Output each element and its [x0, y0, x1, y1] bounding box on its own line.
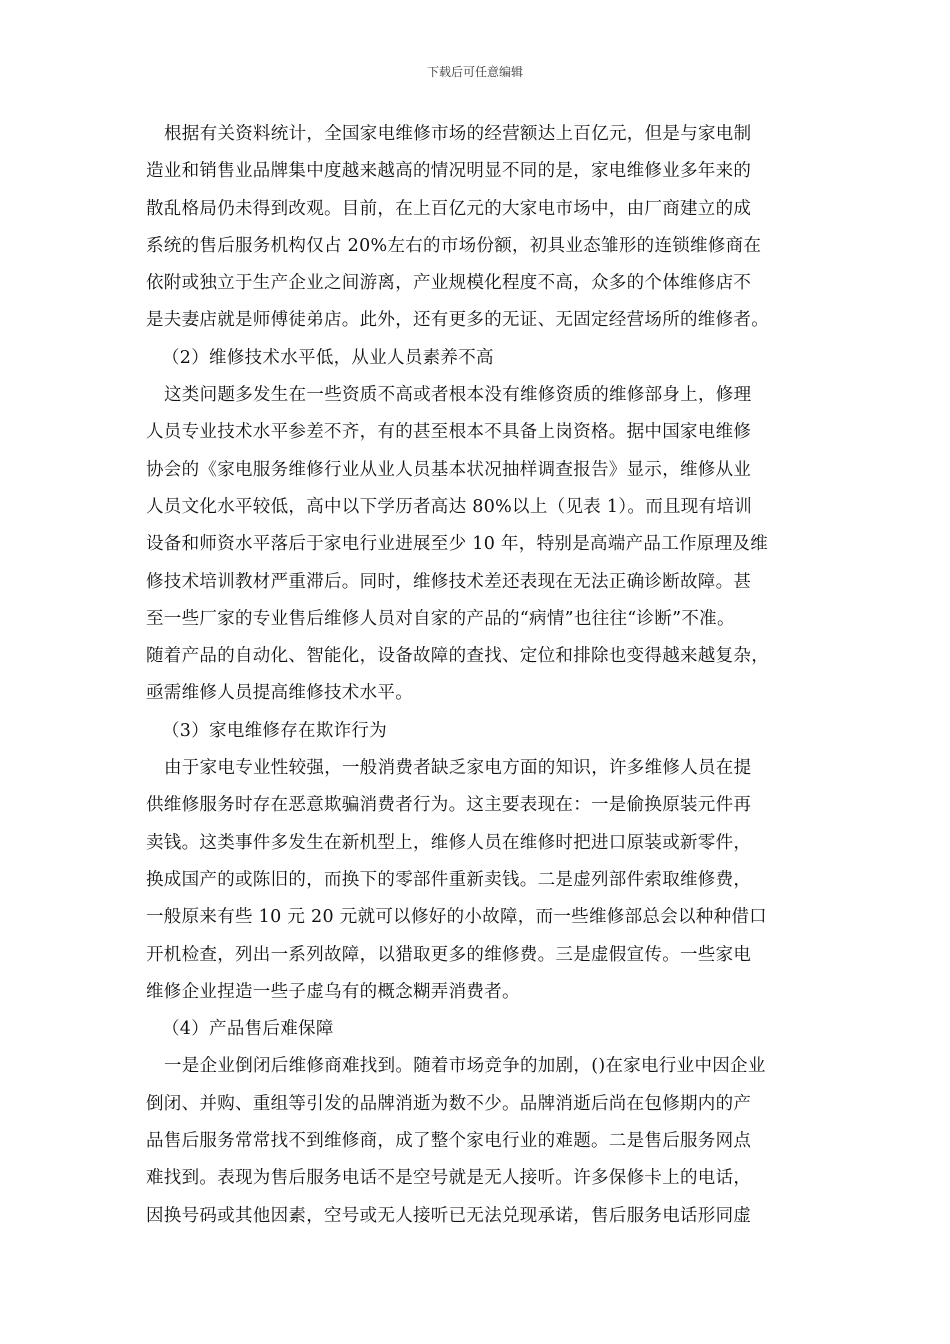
body-paragraph: [146, 750, 826, 1011]
text-line: 根据有关资料统计，全国家电维修市场的经营额达上百亿元，但是与家电制: [164, 124, 752, 144]
text-line: 这类问题多发生在一些资质不高或者根本没有维修资质的维修部身上，修理: [164, 385, 752, 406]
text-line: 难找到。表现为售后服务电话不是空号就是无人接听。许多保修卡上的电话，: [146, 1168, 752, 1189]
document-body: [146, 116, 826, 1235]
text-line: 一是企业倒闭后维修商难找到。随着市场竞争的加剧，()在家电行业中因企业: [164, 1056, 766, 1077]
text-line: 倒闭、并购、重组等引发的品牌消逝为数不少。品牌消逝后尚在包修期内的产: [146, 1093, 752, 1114]
text-line: 卖钱。这类事件多发生在新机型上，维修人员在维修时把进口原装或新零件，: [146, 832, 752, 853]
body-paragraph: [146, 116, 826, 340]
section-heading: [146, 713, 826, 750]
text-line: 依附或独立于生产企业之间游离，产业规模化程度不高，众多的个体维修店不: [146, 273, 752, 294]
text-line: （3）家电维修存在欺诈行为: [162, 720, 388, 741]
text-line: 一般原来有些 10 元 20 元就可以修好的小故障，而一些维修部总会以种种借口: [146, 907, 767, 928]
text-line: 换成国产的或陈旧的，而换下的零部件重新卖钱。二是虚列部件索取维修费，: [146, 869, 752, 890]
text-line: 协会的《家电服务维修行业从业人员基本状况抽样调查报告》显示，维修从业: [146, 459, 752, 480]
text-line: 系统的售后服务机构仅占 20%左右的市场份额，初具业态雏形的连锁维修商在: [146, 235, 762, 256]
text-line: 是夫妻店就是师傅徒弟店。此外，还有更多的无证、无固定经营场所的维修者。: [146, 310, 769, 331]
page-header: 下载后可任意编辑: [426, 65, 523, 79]
text-line: 维修企业捏造一些子虚乌有的概念糊弄消费者。: [146, 981, 520, 1002]
section-heading: [146, 1011, 826, 1048]
text-line: 亟需维修人员提高维修技术水平。: [146, 683, 413, 704]
body-paragraph: [146, 377, 826, 713]
text-line: 供维修服务时存在恶意欺骗消费者行为。这主要表现在：一是偷换原装元件再: [146, 795, 752, 816]
text-line: 设备和师资水平落后于家电行业进展至少 10 年，特别是高端产品工作原理及维: [146, 534, 768, 555]
text-line: 人员专业技术水平参差不齐，有的甚至根本不具备上岗资格。据中国家电维修: [146, 422, 752, 443]
text-line: 由于家电专业性较强，一般消费者缺乏家电方面的知识，许多维修人员在提: [164, 758, 752, 779]
text-line: 造业和销售业品牌集中度越来越高的情况明显不同的是，家电维修业多年来的: [146, 161, 752, 182]
text-line: 随着产品的自动化、智能化，设备故障的查找、定位和排除也变得越来越复杂，: [146, 646, 769, 667]
text-line: 品售后服务常常找不到维修商，成了整个家电行业的难题。二是售后服务网点: [146, 1131, 752, 1152]
text-line: （4）产品售后难保障: [162, 1019, 334, 1040]
text-line: （2）维修技术水平低，从业人员素养不高: [162, 347, 494, 368]
text-line: 因换号码或其他因素，空号或无人接听已无法兑现承诺，售后服务电话形同虚: [146, 1205, 752, 1226]
text-line: 开机检查，列出一系列故障，以猎取更多的维修费。三是虚假宣传。一些家电: [146, 944, 752, 965]
text-line: 人员文化水平较低，高中以下学历者高达 80%以上（见表 1）。而且现有培训: [146, 496, 753, 517]
body-paragraph: [146, 1048, 826, 1234]
section-heading: [146, 340, 826, 377]
text-line: 散乱格局仍未得到改观。目前，在上百亿元的大家电市场中，由厂商建立的成: [146, 198, 752, 219]
text-line: 至一些厂家的专业售后维修人员对自家的产品的“病情”也往往“诊断”不准。: [146, 608, 735, 629]
text-line: 修技术培训教材严重滞后。同时，维修技术差还表现在无法正确诊断故障。甚: [146, 571, 752, 592]
